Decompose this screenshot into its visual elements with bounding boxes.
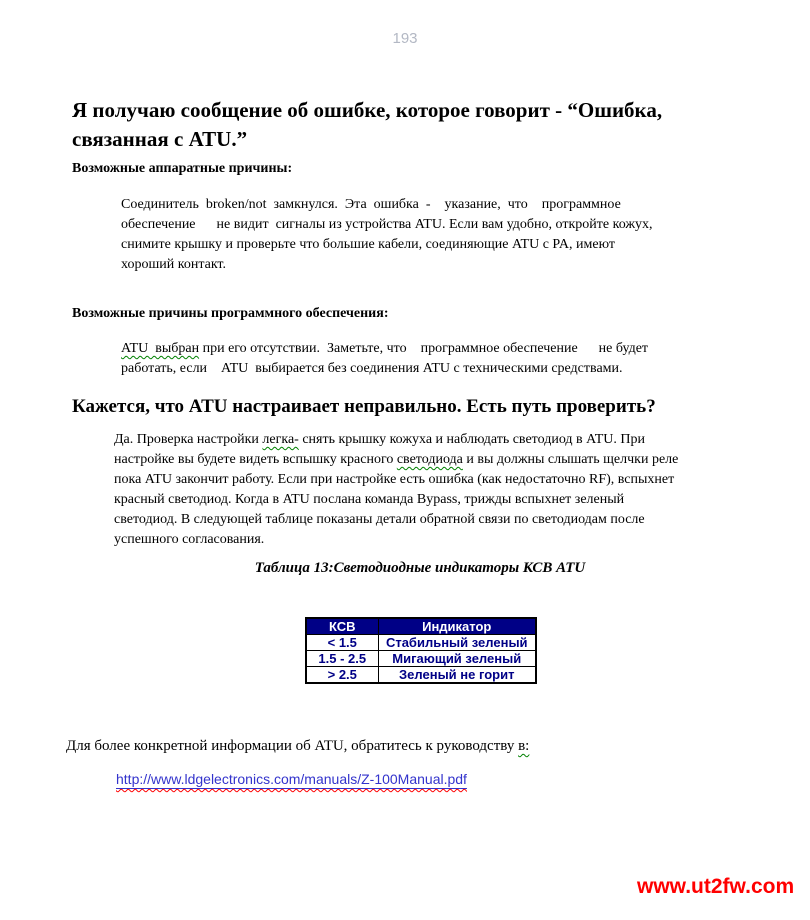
manual-link[interactable]: http://www.ldgelectronics.com/manuals/Z-100Manual.pdf xyxy=(116,771,467,787)
table-cell: Мигающий зеленый xyxy=(378,651,536,667)
manual-link-squiggle xyxy=(116,771,467,787)
text-line xyxy=(72,125,752,154)
text-segment: пока ATU закончит работу. Если при настройке есть ошибка (как недостаточно RF), вспыхнет xyxy=(114,472,675,487)
text-segment: светодиод. В следующей таблице показаны детали обратной связи по светодиодам после xyxy=(114,512,645,527)
text-line xyxy=(72,96,752,125)
table-caption: Таблица 13:Светодиодные индикаторы КСВ ATU xyxy=(254,560,586,576)
text-line xyxy=(121,255,653,275)
text-line xyxy=(66,736,529,756)
text-segment: и вы должны слышать щелчки реле xyxy=(462,452,679,467)
table-row xyxy=(306,651,536,667)
text-segment: снять крышку кожуха и наблюдать светодиод в ATU. При xyxy=(298,432,645,447)
text-line xyxy=(114,430,678,450)
text-segment: работать, если ATU выбирается без соединения ATU с техническими средствами. xyxy=(121,361,623,376)
watermark-text: www.ut2fw.com xyxy=(637,875,795,898)
text-segment: связанная с ATU.” xyxy=(72,127,248,151)
table-cell: Стабильный зеленый xyxy=(378,635,536,651)
column-header-ksv: КСВ xyxy=(306,618,378,635)
spellcheck-marked-text: ATU выбран xyxy=(121,341,200,356)
table-row xyxy=(306,667,536,684)
text-segment: успешного согласования. xyxy=(114,532,265,547)
text-line xyxy=(121,235,653,255)
table-body xyxy=(306,635,536,684)
table-cell: > 2.5 xyxy=(306,667,378,684)
text-line xyxy=(121,359,648,379)
text-line xyxy=(114,510,678,530)
subheading-hardware-causes: Возможные аппаратные причины: xyxy=(72,161,293,176)
text-line xyxy=(114,530,678,550)
table-cell: Зеленый не горит xyxy=(378,667,536,684)
text-line xyxy=(114,490,678,510)
paragraph-footer-note xyxy=(66,736,529,756)
text-segment: Я получаю сообщение об ошибке, которое говорит - “Ошибка, xyxy=(72,98,663,122)
page-number: 193 xyxy=(392,30,418,47)
table-row xyxy=(306,635,536,651)
text-segment: Да. Проверка настройки xyxy=(114,432,263,447)
paragraph-hardware-causes xyxy=(121,195,653,275)
text-segment: Соединитель broken/not замкнулся. Эта ошибка - указание, что программное xyxy=(121,197,621,212)
text-line xyxy=(121,195,653,215)
spellcheck-marked-text: светодиода xyxy=(396,452,463,467)
spellcheck-marked-text: легка- xyxy=(262,432,299,447)
table-header-row xyxy=(306,618,536,635)
text-segment: снимите крышку и проверьте что большие кабели, соединяющие ATU с PA, имеют xyxy=(121,237,615,252)
text-segment: обеспечение не видит сигналы из устройства ATU. Если вам удобно, откройте кожух, xyxy=(121,217,653,232)
paragraph-software-causes xyxy=(121,339,648,379)
text-segment: хороший контакт. xyxy=(121,257,226,272)
paragraph-tuning-check xyxy=(114,430,678,550)
heading-error-message xyxy=(72,96,752,154)
subheading-software-causes: Возможные причины программного обеспечения: xyxy=(72,306,389,321)
heading-tuning-check: Кажется, что ATU настраивает неправильно. Есть путь проверить? xyxy=(72,396,656,417)
text-line xyxy=(114,450,678,470)
column-header-indicator: Индикатор xyxy=(378,618,536,635)
table-cell: 1.5 - 2.5 xyxy=(306,651,378,667)
text-line xyxy=(121,339,648,359)
led-indicator-table xyxy=(305,617,537,684)
table-cell: < 1.5 xyxy=(306,635,378,651)
spellcheck-marked-text: в: xyxy=(518,738,530,754)
text-line xyxy=(121,215,653,235)
text-segment: настройке вы будете видеть вспышку красного xyxy=(114,452,397,467)
text-line xyxy=(114,470,678,490)
text-segment: при его отсутствии. Заметьте, что программное обеспечение не будет xyxy=(199,341,649,356)
text-segment: Для более конкретной информации об ATU, обратитесь к руководству xyxy=(66,738,519,754)
text-segment: красный светодиод. Когда в ATU послана команда Bypass, трижды вспыхнет зеленый xyxy=(114,492,625,507)
